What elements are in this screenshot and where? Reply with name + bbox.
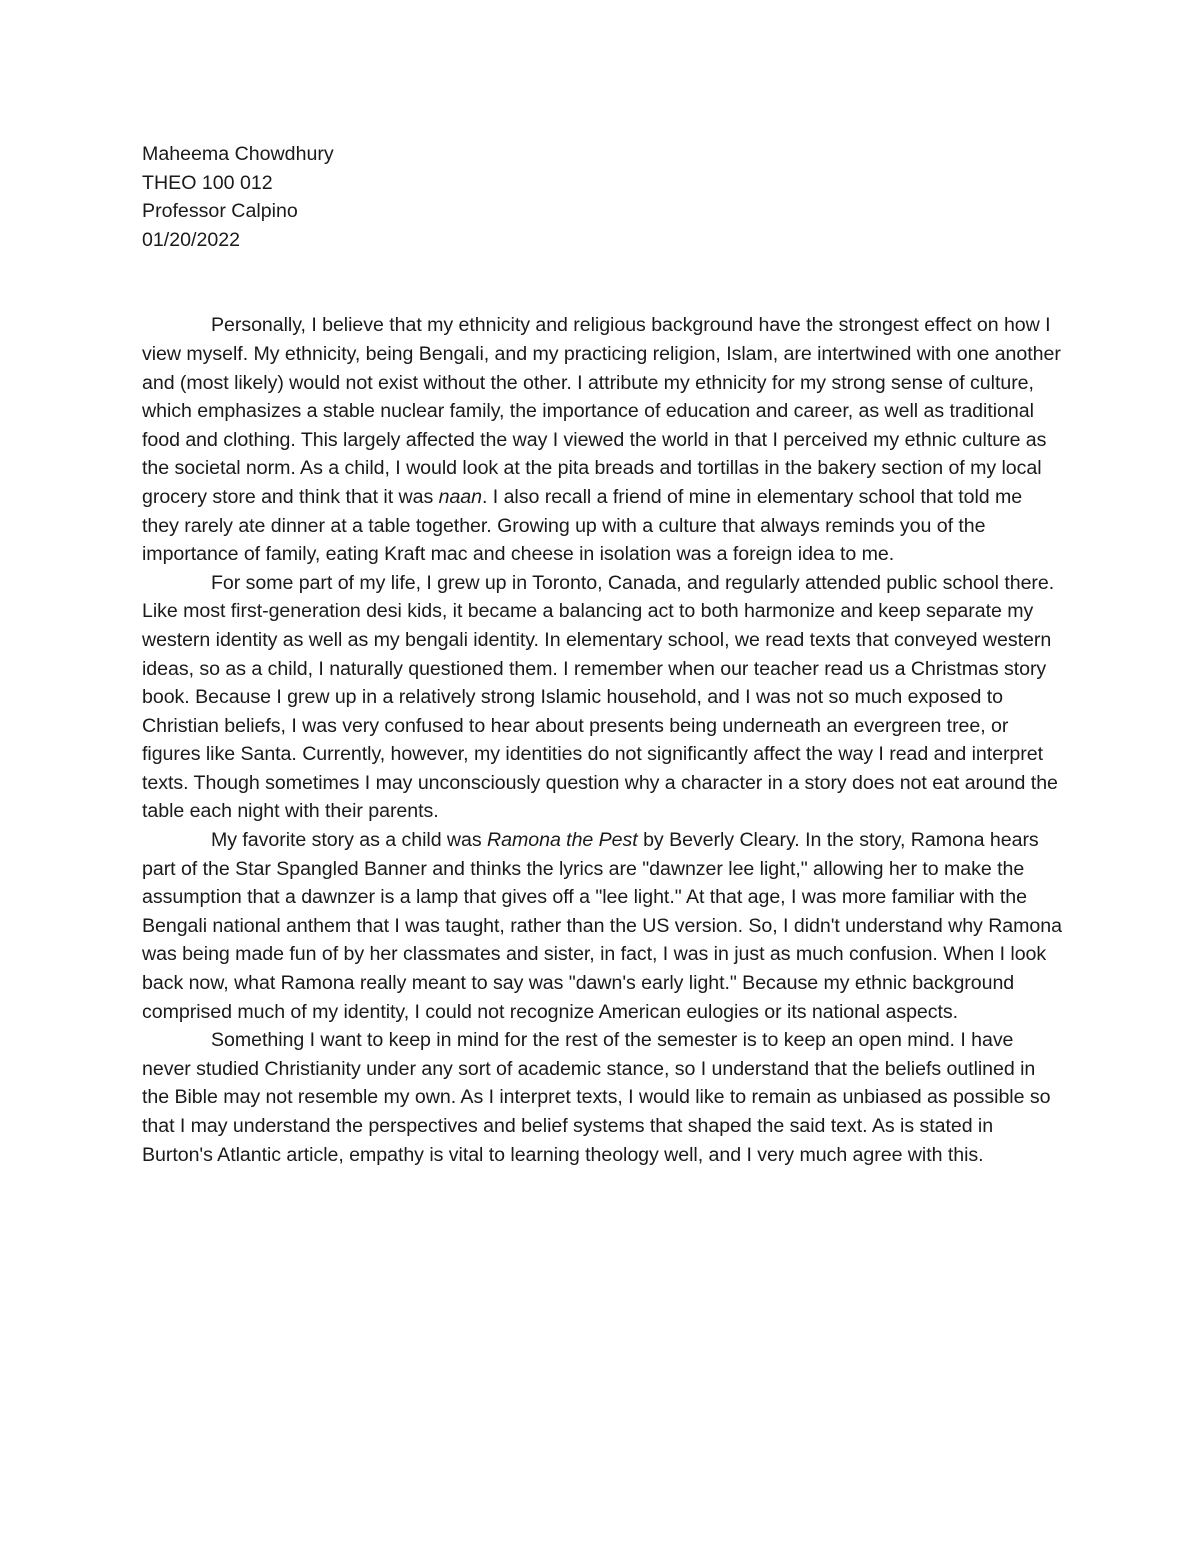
document-body (142, 140, 1062, 1169)
paragraph-4: Something I want to keep in mind for the rest of the semester is to keep an open mind. I have never studied Christianity under any sort of academic stance, so I understand that the beliefs outlined in the Bible may not resemble my own. As I interpret texts, I would like to remain as unbiased as possible so that I may understand the perspectives and belief systems that shaped the said text. As is stated in Burton's Atlantic article, empathy is vital to learning theology well, and I very much agree with this. (142, 1029, 1051, 1166)
header-block (142, 140, 1062, 254)
document-date: 01/20/2022 (142, 228, 241, 251)
course-code: THEO 100 012 (142, 171, 273, 194)
paragraph-1 (142, 311, 1062, 568)
paragraph-1-text-b: . I also recall a friend of mine in elementary school that told me they rarely ate dinner at a table together. Growing up with a culture that always reminds you of the importance of family, eating Kraft mac and cheese in isolation was a foreign idea to me. (142, 485, 1023, 566)
paragraph-3-text-a: My favorite story as a child was (211, 829, 488, 852)
paragraph-3-text-b: by Beverly Cleary. In the story, Ramona hears part of the Star Spangled Banner and thinks the lyrics are "dawnzer lee light," allowing her to make the assumption that a dawnzer is a lamp that gives off a "lee light." At that age, I was more familiar with the Bengali national anthem that I was taught, rather than the US version. So, I didn't understand why Ramona was being made fun of by her classmates and sister, in fact, I was in just as much confusion. When I look back now, what Ramona really meant to say was "dawn's early light." Because my ethnic background comprised much of my identity, I could not recognize American eulogies or its national aspects. (142, 829, 1062, 1023)
paragraph-1-text-a: Personally, I believe that my ethnicity and religious background have the strongest effect on how I view myself. My ethnicity, being Bengali, and my practicing religion, Islam, are intertwined with one another and (most likely) would not exist without the other. I attribute my ethnicity for my strong sense of culture, which emphasizes a stable nuclear family, the importance of education and career, as well as traditional food and clothing. This largely affected the way I viewed the world in that I perceived my ethnic culture as the societal norm. As a child, I would look at the pita breads and tortillas in the bakery section of my local grocery store and think that it was (142, 314, 1061, 508)
paragraph-2: For some part of my life, I grew up in Toronto, Canada, and regularly attended public school there. Like most first-generation desi kids, it became a balancing act to both harmonize and keep separate my western identity as well as my bengali identity. In elementary school, we read texts that conveyed western ideas, so as a child, I naturally questioned them. I remember when our teacher read us a Christmas story book. Because I grew up in a relatively strong Islamic household, and I was not so much exposed to Christian beliefs, I was very confused to hear about presents being underneath an evergreen tree, or figures like Santa. Currently, however, my identities do not significantly affect the way I read and interpret texts. Though sometimes I may unconsciously question why a character in a story does not eat around the table each night with their parents. (142, 571, 1058, 823)
paragraph-3 (142, 826, 1062, 1026)
author-name: Maheema Chowdhury (142, 143, 334, 165)
professor-name: Professor Calpino (142, 200, 298, 223)
paragraph-1-italic: naan (438, 485, 482, 508)
paragraph-3-book-title: Ramona the Pest (487, 829, 638, 852)
